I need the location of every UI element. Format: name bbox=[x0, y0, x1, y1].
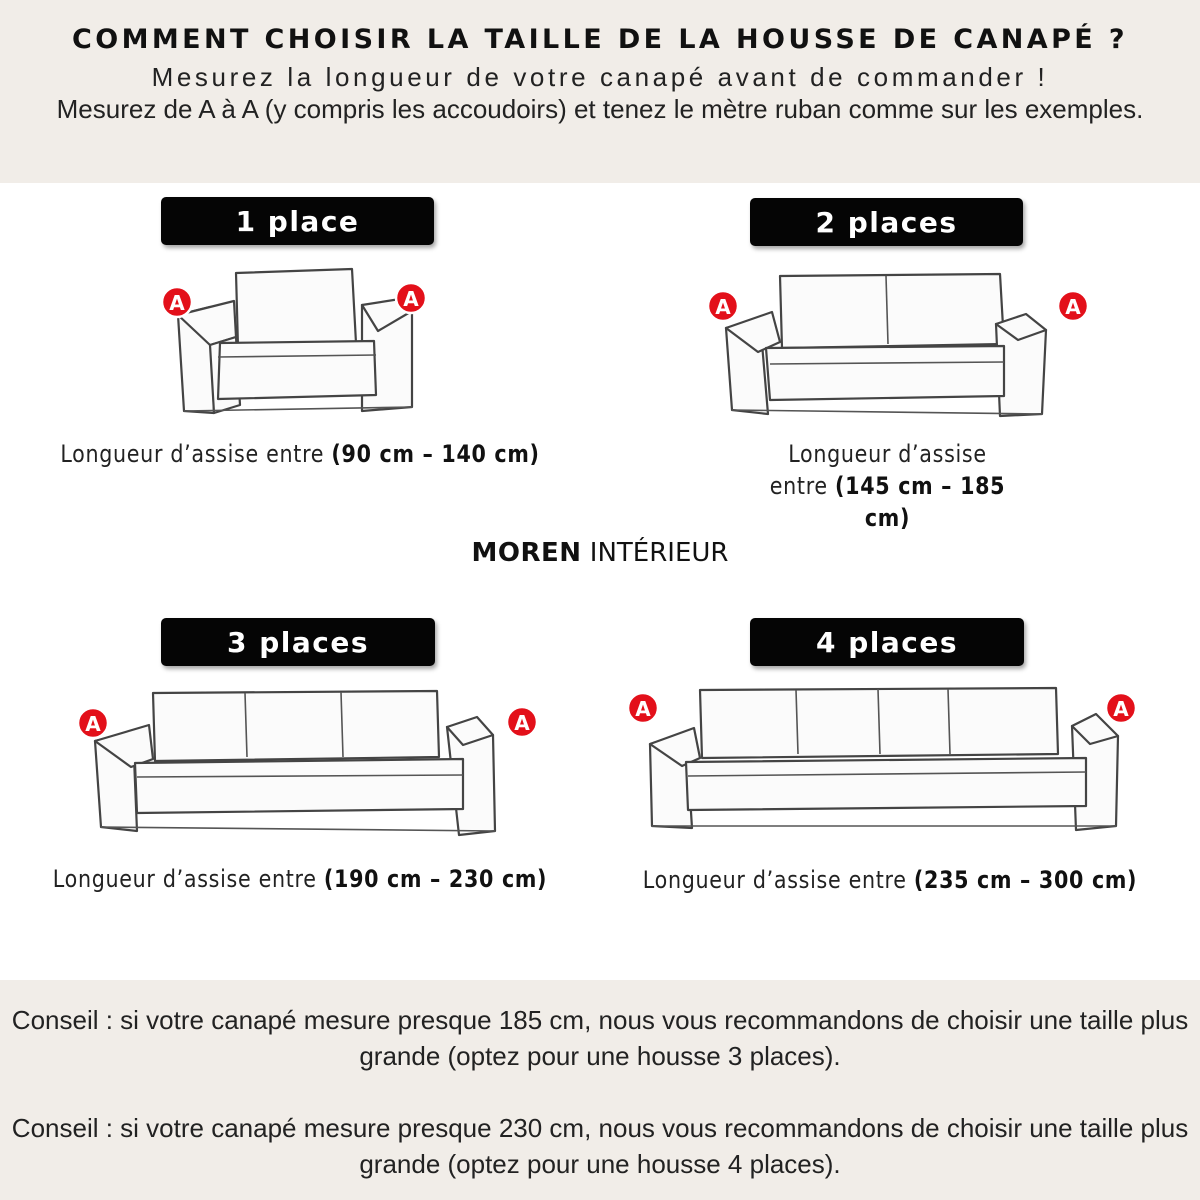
marker-a-icon bbox=[162, 287, 192, 317]
size-tag-2-places: 2 places bbox=[750, 198, 1023, 246]
page-title: COMMENT CHOISIR LA TAILLE DE LA HOUSSE DE CANAPÉ ? bbox=[72, 24, 1128, 55]
caption-3-places: Longueur d’assise entre (190 cm – 230 cm) bbox=[52, 865, 548, 893]
svg-text:A: A bbox=[169, 291, 185, 315]
svg-text:A: A bbox=[514, 711, 530, 735]
svg-text:A: A bbox=[403, 287, 419, 311]
size-tag-4-places: 4 places bbox=[750, 618, 1024, 666]
tips-banner bbox=[0, 980, 1200, 1200]
marker-a-icon bbox=[1058, 291, 1088, 321]
svg-text:A: A bbox=[85, 712, 101, 736]
marker-a-icon bbox=[78, 708, 108, 738]
tip-230cm: Conseil : si votre canapé mesure presque 230 cm, nous vous recommandons de choisir une taille plus grande (optez pour une housse 4 places). bbox=[11, 1113, 1189, 1179]
measure-instructions: Mesurez de A à A (y compris les accoudoirs) et tenez le mètre ruban comme sur les exemples. bbox=[56, 94, 1144, 124]
marker-a-icon bbox=[507, 707, 537, 737]
svg-text:A: A bbox=[635, 697, 651, 721]
marker-a-icon bbox=[1106, 693, 1136, 723]
marker-a-icon bbox=[396, 283, 426, 313]
brand-logo: MOREN INTÉRIEUR bbox=[471, 538, 729, 568]
caption-4-places: Longueur d’assise entre (235 cm – 300 cm) bbox=[642, 866, 1138, 894]
svg-text:A: A bbox=[1113, 697, 1129, 721]
tip-185cm: Conseil : si votre canapé mesure presque 185 cm, nous vous recommandons de choisir une taille plus grande (optez pour une housse 3 places). bbox=[11, 1005, 1189, 1071]
caption-1-place: Longueur d’assise entre (90 cm – 140 cm) bbox=[60, 440, 540, 468]
armchair-illustration bbox=[150, 265, 440, 425]
caption-2-places: Longueur d’assise entre (145 cm – 185 cm) bbox=[769, 440, 1006, 532]
page-subtitle: Mesurez la longueur de votre canapé avant de commander ! bbox=[151, 62, 1049, 92]
marker-a-icon bbox=[628, 693, 658, 723]
marker-a-icon bbox=[708, 291, 738, 321]
three-seat-sofa-illustration bbox=[65, 685, 555, 840]
svg-text:A: A bbox=[715, 295, 731, 319]
four-seat-sofa-illustration bbox=[610, 680, 1150, 840]
header-banner bbox=[0, 0, 1200, 183]
size-tag-3-places: 3 places bbox=[161, 618, 435, 666]
svg-text:A: A bbox=[1065, 295, 1081, 319]
size-tag-1-place: 1 place bbox=[161, 197, 434, 245]
two-seat-sofa-illustration bbox=[700, 268, 1100, 423]
